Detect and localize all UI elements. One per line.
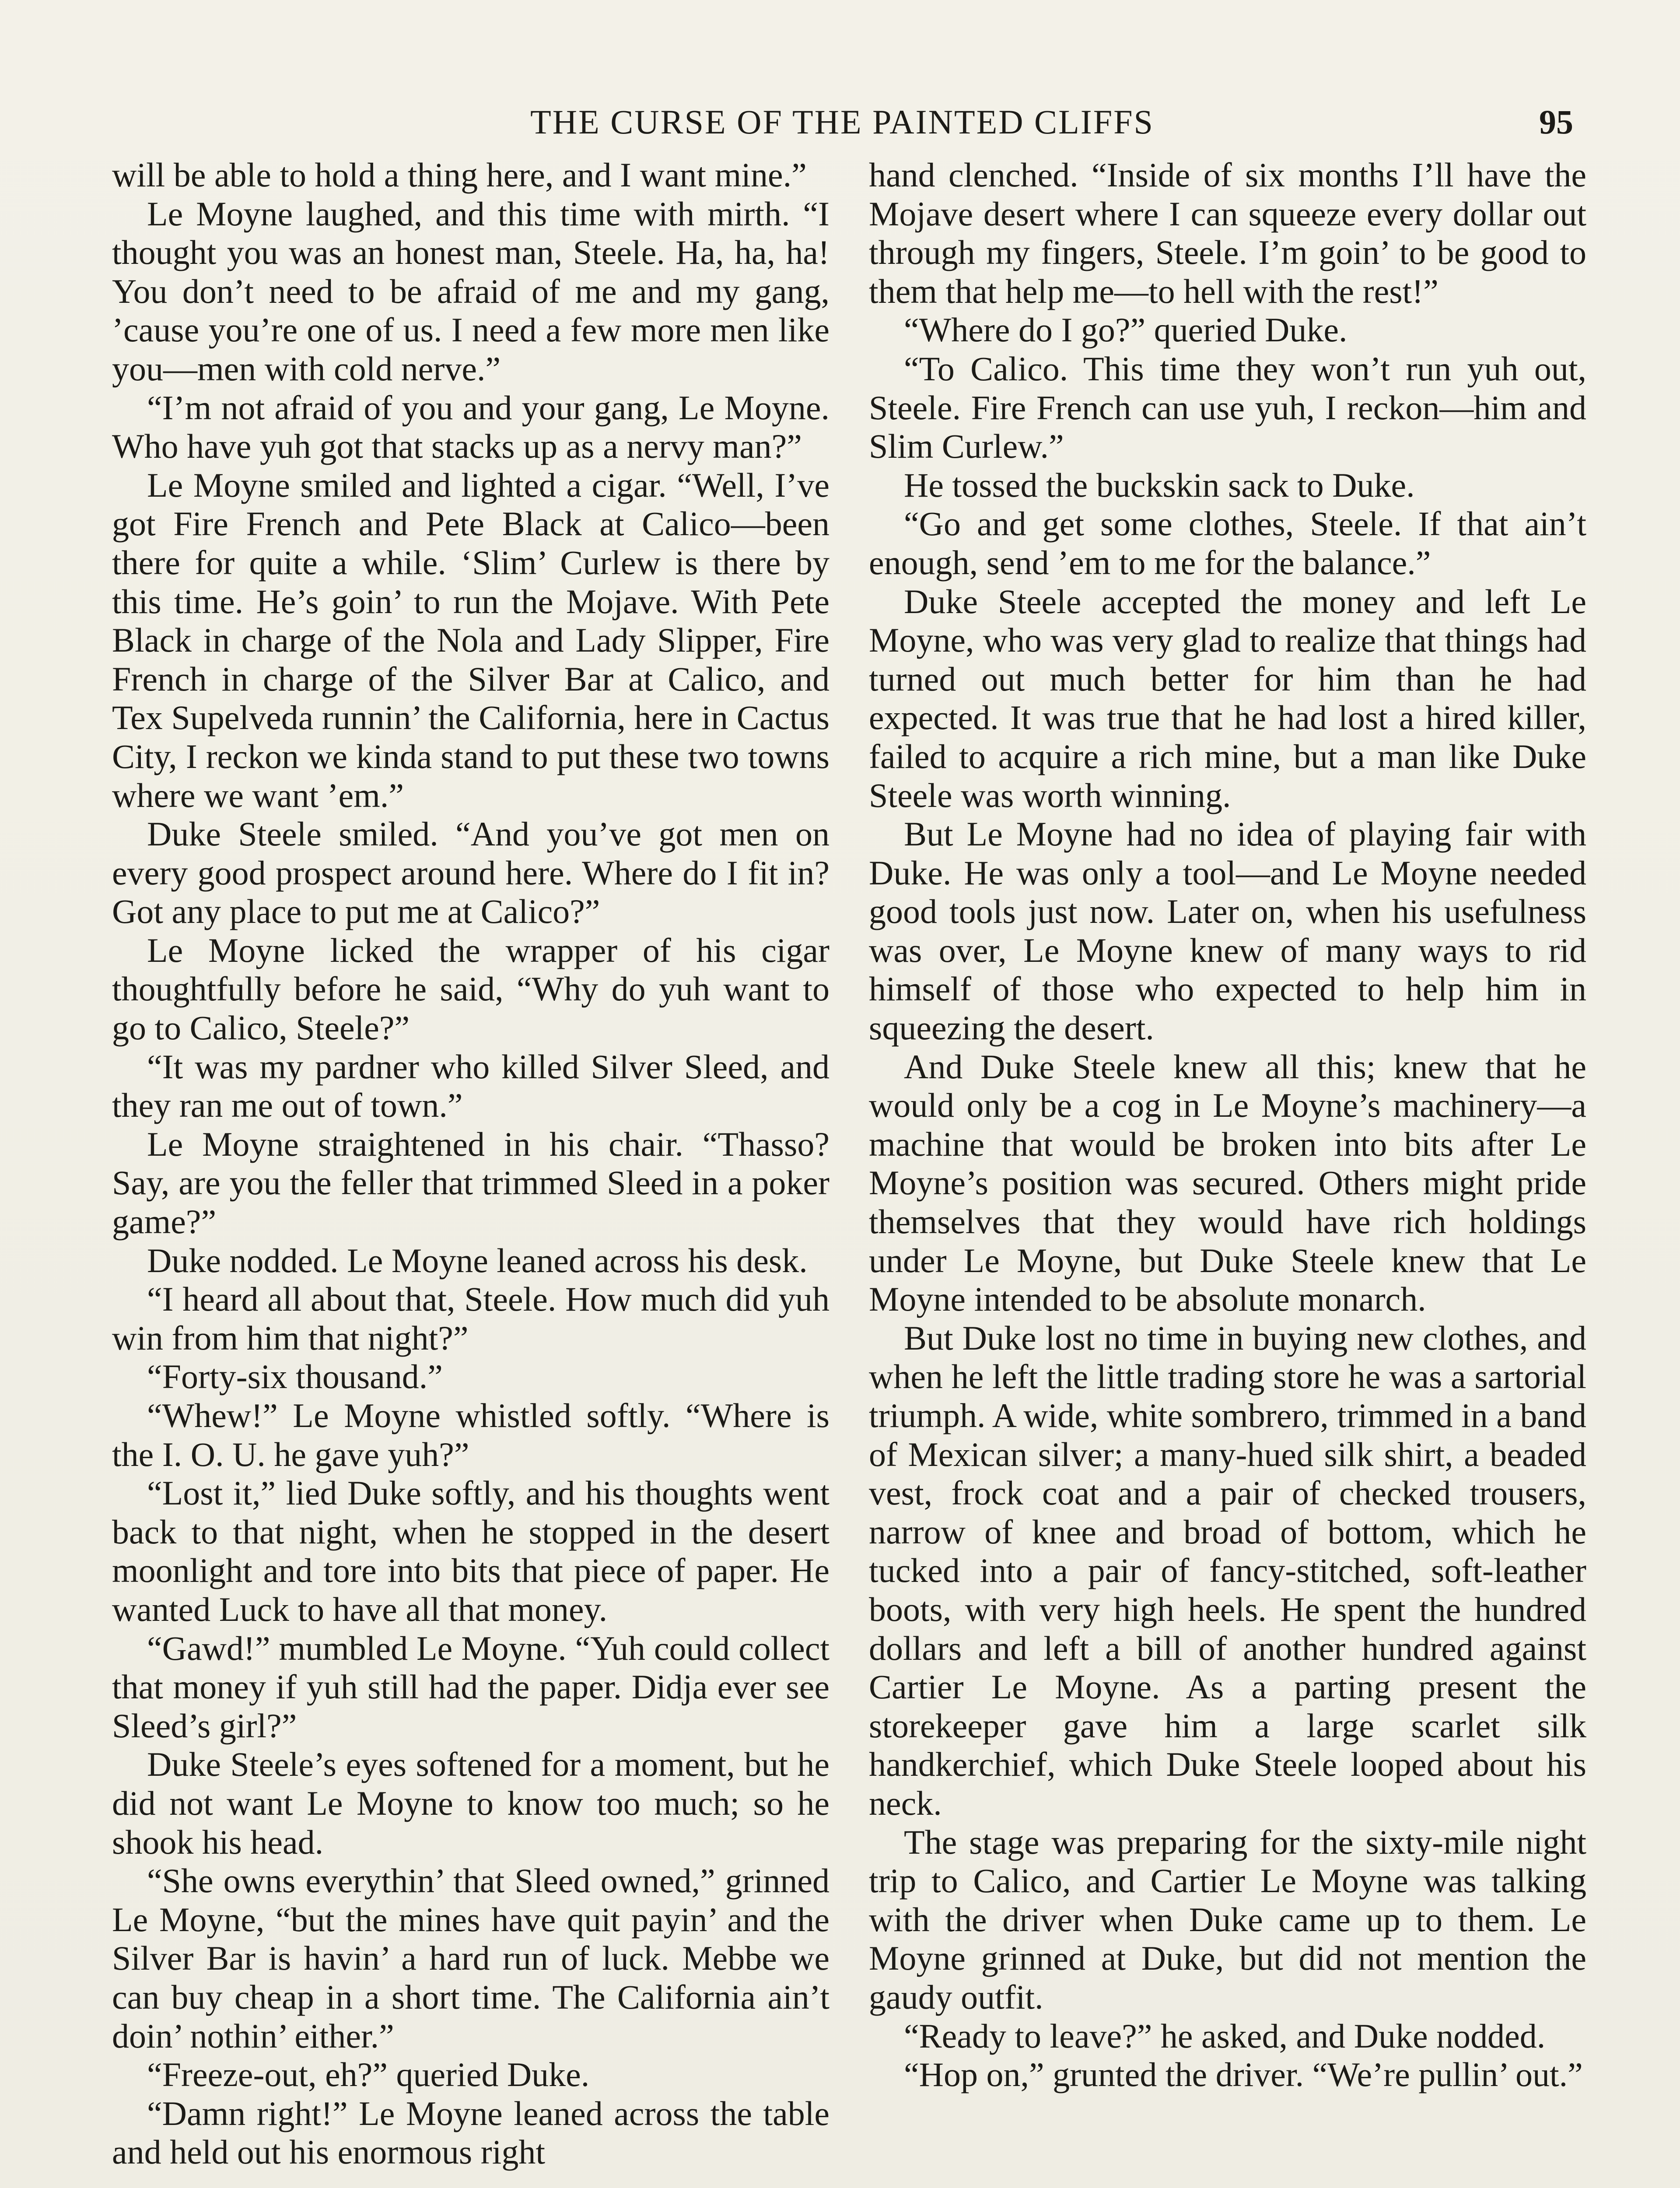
paragraph: Le Moyne straightened in his chair. “Thasso? Say, are you the feller that trimmed Sleed in a poker game?” — [112, 1125, 830, 1241]
paragraph: will be able to hold a thing here, and I want mine.” — [112, 156, 807, 194]
paragraph: “Go and get some clothes, Steele. If that ain’t enough, send ’em to me for the balance.” — [869, 505, 1586, 582]
page-header — [0, 98, 1680, 146]
paragraph: “Whew!” Le Moyne whistled softly. “Where is the I. O. U. he gave yuh?” — [112, 1396, 830, 1473]
paragraph: “Ready to leave?” he asked, and Duke nodded. — [904, 2016, 1546, 2055]
paragraph: “Freeze-out, eh?” queried Duke. — [147, 2055, 590, 2094]
paragraph: Le Moyne licked the wrapper of his cigar thoughtfully before he said, “Why do yuh want to go to Calico, Steele?” — [112, 931, 830, 1047]
paragraph: “I’m not afraid of you and your gang, Le Moyne. Who have yuh got that stacks up as a nervy man?” — [112, 388, 830, 466]
paragraph: “Lost it,” lied Duke softly, and his thoughts went back to that night, when he stopped in the desert moonlight and tore into bits that piece of paper. He wanted Luck to have all that money. — [112, 1474, 830, 1628]
paragraph: Duke Steele accepted the money and left Le Moyne, who was very glad to realize that things had turned out much better for him than he had expected. It was true that he had lost a hired killer, failed to acquire a rich mine, but a man like Duke Steele was worth winning. — [869, 582, 1586, 814]
paragraph: The stage was preparing for the sixty-mile night trip to Calico, and Cartier Le Moyne was talking with the driver when Duke came up to them. Le Moyne grinned at Duke, but did not mention the gaudy outfit. — [869, 1823, 1586, 2016]
paragraph: Le Moyne smiled and lighted a cigar. “Well, I’ve got Fire French and Pete Black at Calico—been there for quite a while. ‘Slim’ Curlew is there by this time. He’s goin’ to run the Mojave. With Pete Black in charge of the Nola and Lady Slipper, Fire French in charge of the Silver Bar at Calico, and Tex Supelveda runnin’ the California, here in Cactus City, I reckon we kinda stand to put these two towns where we want ’em.” — [112, 466, 830, 814]
paragraph: Le Moyne laughed, and this time with mirth. “I thought you was an honest man, Steele. Ha, ha, ha! You don’t need to be afraid of me and my gang, ’cause you’re one of us. I need a few more men like you—men with cold nerve.” — [112, 194, 830, 388]
paragraph: Duke Steele’s eyes softened for a moment, but he did not want Le Moyne to know too much; so he shook his head. — [112, 1745, 830, 1861]
paragraph: But Le Moyne had no idea of playing fair with Duke. He was only a tool—and Le Moyne needed good tools just now. Later on, when his usefulness was over, Le Moyne knew of many ways to rid himself of those who expected to help him in squeezing the desert. — [869, 815, 1586, 1047]
right-column — [869, 156, 1586, 2094]
paragraph: Duke nodded. Le Moyne leaned across his desk. — [147, 1241, 808, 1280]
running-title: THE CURSE OF THE PAINTED CLIFFS — [530, 103, 1154, 141]
paragraph: And Duke Steele knew all this; knew that he would only be a cog in Le Moyne’s machinery—a machine that would be broken into bits after Le Moyne’s position was secured. Others might pride themselves that they would have rich holdings under Le Moyne, but Duke Steele knew that Le Moyne intended to be absolute monarch. — [869, 1047, 1586, 1318]
page-number: 95 — [1539, 103, 1573, 141]
paragraph: “It was my pardner who killed Silver Sleed, and they ran me out of town.” — [112, 1047, 830, 1125]
paragraph: Duke Steele smiled. “And you’ve got men on every good prospect around here. Where do I fit in? Got any place to put me at Calico?” — [112, 815, 830, 931]
paragraph: “Damn right!” Le Moyne leaned across the table and held out his enormous right — [112, 2094, 830, 2171]
paragraph: “Forty-six thousand.” — [147, 1357, 443, 1396]
paragraph: “Gawd!” mumbled Le Moyne. “Yuh could collect that money if yuh still had the paper. Didja ever see Sleed’s girl?” — [112, 1629, 830, 1745]
paragraph: He tossed the buckskin sack to Duke. — [904, 466, 1415, 504]
paragraph: “To Calico. This time they won’t run yuh out, Steele. Fire French can use yuh, I reckon—him and Slim Curlew.” — [869, 349, 1586, 466]
paragraph: But Duke lost no time in buying new clothes, and when he left the little trading store he was a sartorial triumph. A wide, white sombrero, trimmed in a band of Mexican silver; a many-hued silk shirt, a beaded vest, frock coat and a pair of checked trousers, narrow of knee and broad of bottom, which he tucked into a pair of fancy-stitched, soft-leather boots, with very high heels. He spent the hundred dollars and left a bill of another hundred against Cartier Le Moyne. As a parting present the storekeeper gave him a large scarlet silk handkerchief, which Duke Steele looped about his neck. — [869, 1318, 1586, 1822]
paragraph: “Hop on,” grunted the driver. “We’re pullin’ out.” — [904, 2055, 1583, 2094]
paragraph: “I heard all about that, Steele. How much did yuh win from him that night?” — [112, 1280, 830, 1357]
paragraph: “She owns everythin’ that Sleed owned,” grinned Le Moyne, “but the mines have quit payin’ and the Silver Bar is havin’ a hard run of luck. Mebbe we can buy cheap in a short time. The California ain’t doin’ nothin’ either.” — [112, 1862, 830, 2055]
paragraph: “Where do I go?” queried Duke. — [904, 311, 1348, 349]
left-column — [112, 156, 830, 2172]
paragraph: hand clenched. “Inside of six months I’ll have the Mojave desert where I can squeeze every dollar out through my fingers, Steele. I’m goin’ to be good to them that help me—to hell with the rest!” — [869, 156, 1586, 310]
